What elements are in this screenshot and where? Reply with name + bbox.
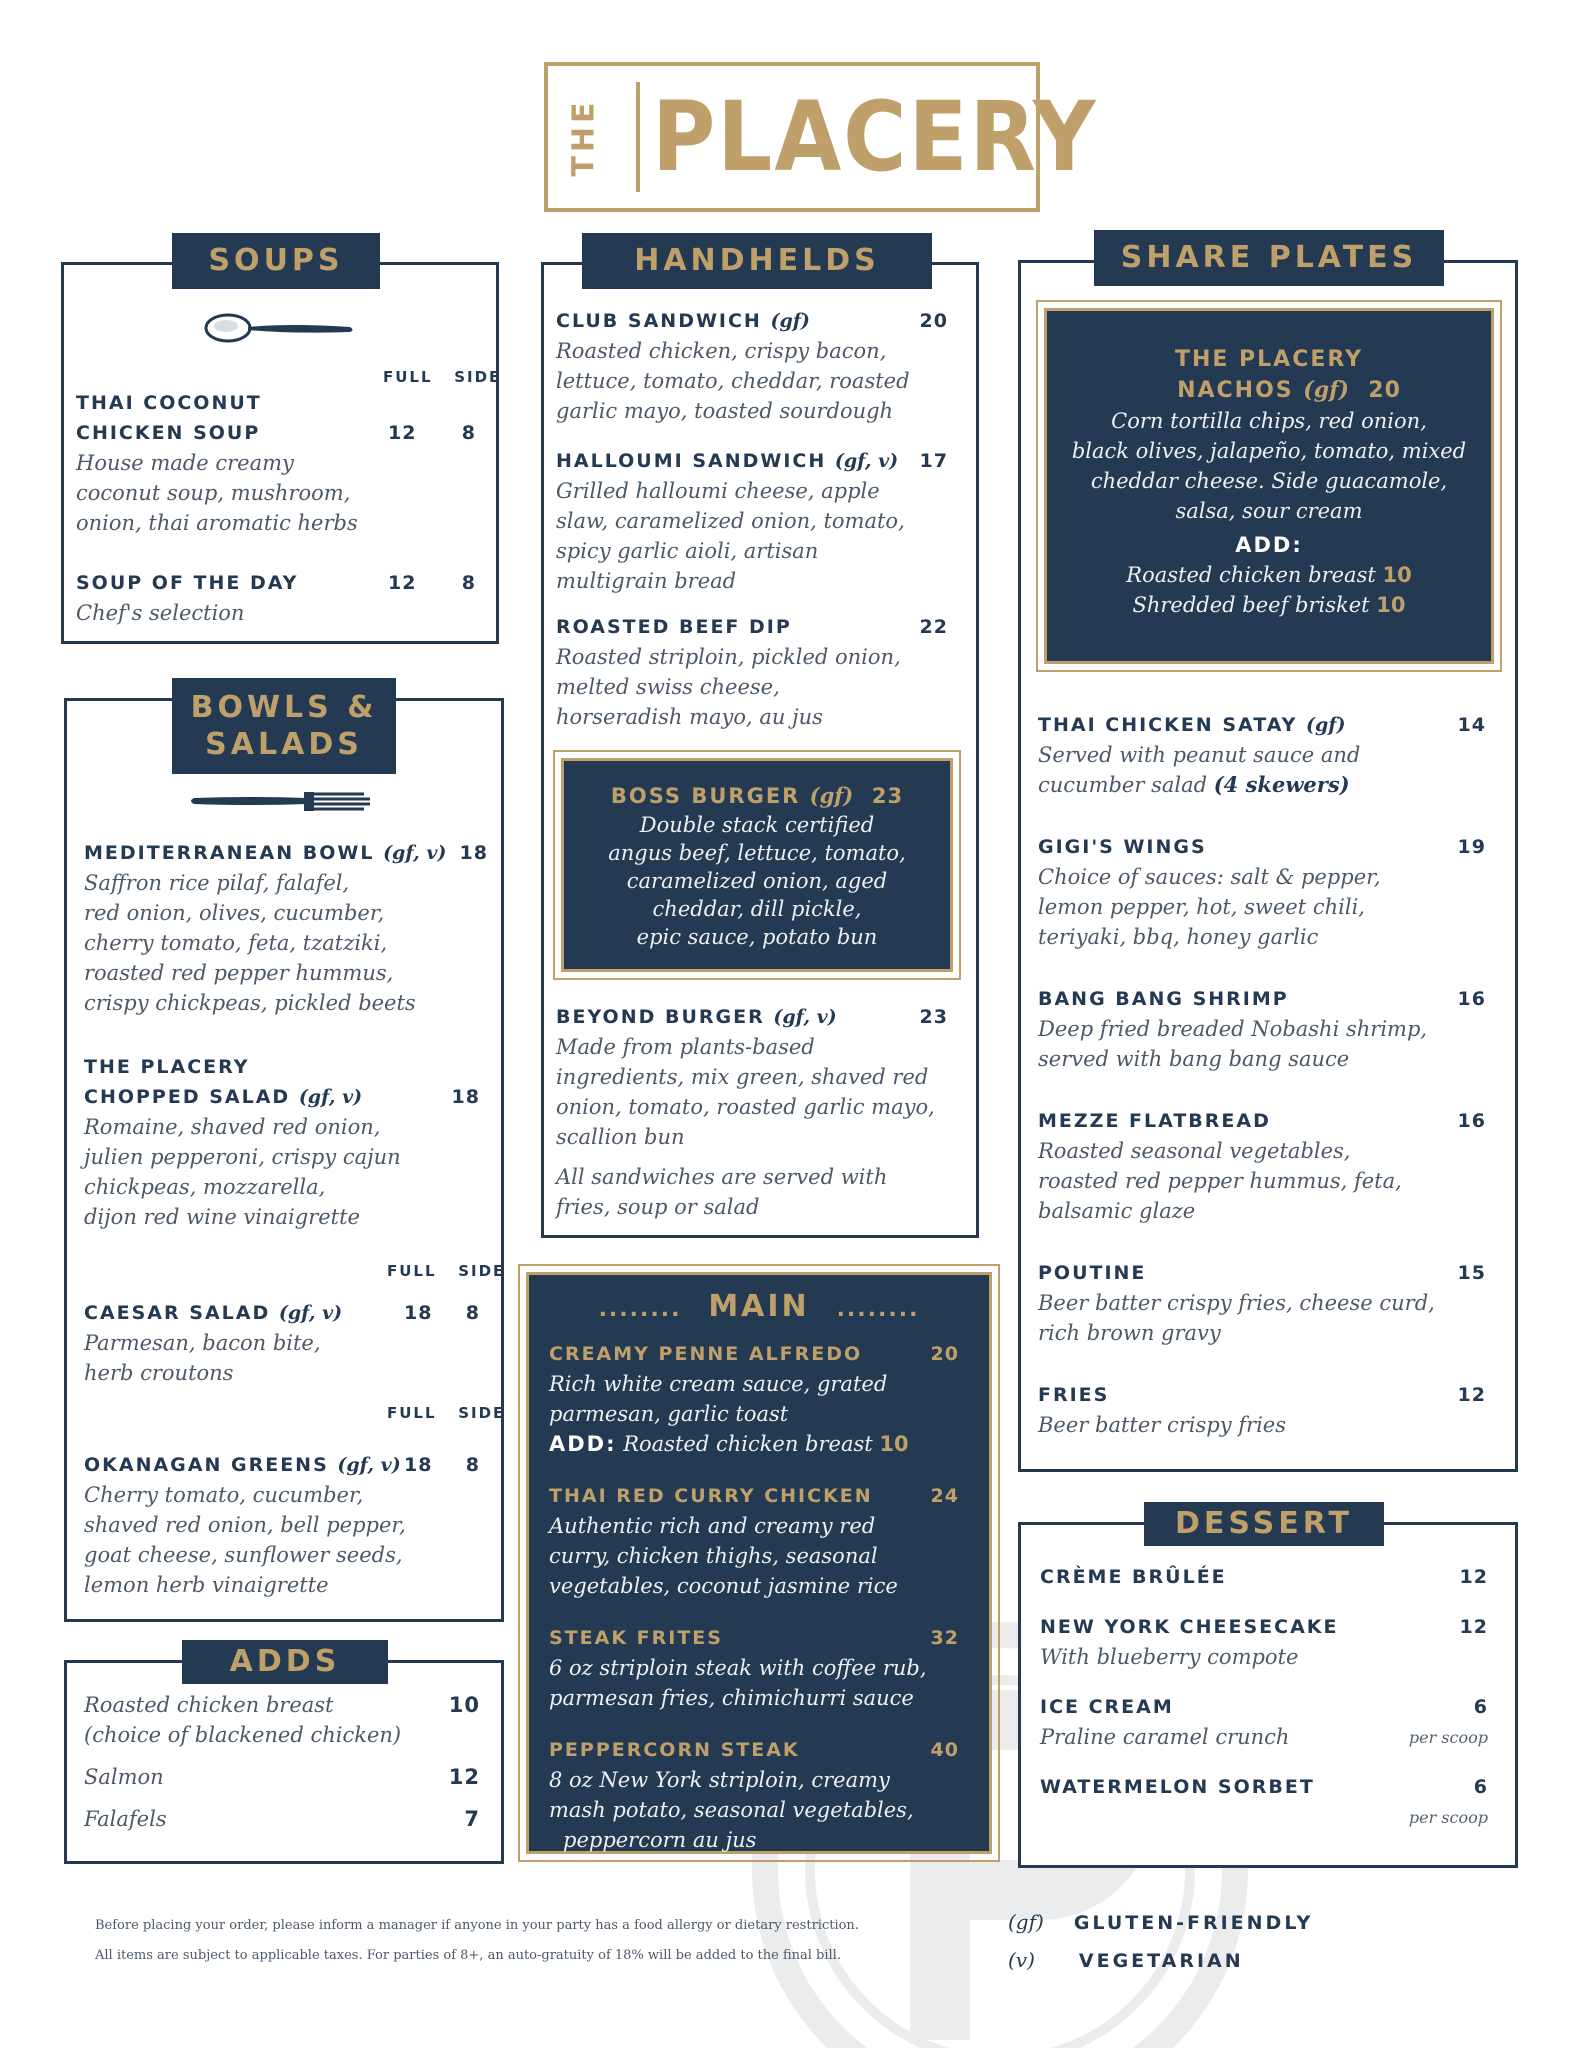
item-description: Deep fried breaded Nobashi shrimp,: [1038, 1017, 1428, 1041]
item-description: House made creamy: [76, 451, 294, 475]
item-name: HALLOUMI SANDWICH: [556, 450, 827, 472]
item-description: multigrain bread: [556, 569, 737, 593]
item-price: 17: [919, 450, 948, 472]
item-price: 23: [871, 784, 904, 808]
spoon-icon: [200, 308, 360, 348]
item-price: 23: [919, 1006, 948, 1028]
item-description: Chef's selection: [76, 601, 245, 625]
diet-tag: (gf, v): [278, 1302, 343, 1324]
share-plates-title: SHARE PLATES: [1094, 230, 1444, 286]
item-description: red onion, olives, cucumber,: [84, 901, 385, 925]
item-name: BOSS BURGER: [610, 784, 801, 808]
item-description: Romaine, shaved red onion,: [84, 1115, 381, 1139]
add-item-name: Falafels: [84, 1807, 167, 1831]
item-name: GIGI'S WINGS: [1038, 836, 1207, 858]
menu-item: [84, 1450, 480, 1600]
menu-item: [84, 838, 488, 1018]
main-title: [529, 1289, 989, 1324]
title-dots: ........: [836, 1297, 920, 1322]
diet-tag: (gf): [1306, 714, 1346, 736]
item-description: goat cheese, sunflower seeds,: [84, 1543, 403, 1567]
item-price: 24: [930, 1485, 959, 1507]
sandwich-note: All sandwiches are served with: [556, 1165, 888, 1189]
diet-tag: (gf): [809, 783, 854, 808]
item-description: spicy garlic aioli, artisan: [556, 539, 819, 563]
item-description: cheddar cheese. Side guacamole,: [1090, 469, 1448, 493]
add-item: [84, 1690, 480, 1720]
menu-item: [1040, 1612, 1488, 1672]
menu-item: [556, 1002, 948, 1222]
add-item: [84, 1762, 480, 1792]
item-name: ICE CREAM: [1040, 1696, 1174, 1718]
menu-item: [84, 1052, 480, 1232]
price-side: 8: [465, 1302, 480, 1324]
item-price: 20: [1368, 378, 1401, 403]
bowls-salads-title: [172, 678, 396, 774]
bowls-title-line2: SALADS: [205, 727, 363, 762]
item-description: herb croutons: [84, 1361, 234, 1385]
menu-item: [549, 1735, 959, 1855]
item-description: dijon red wine vinaigrette: [84, 1205, 360, 1229]
portion-note: (4 skewers): [1213, 772, 1350, 797]
menu-item: [1038, 1258, 1486, 1348]
bowls-column-headers: [387, 1262, 505, 1280]
price-unit: per scoop: [1408, 1808, 1488, 1827]
add-text: Roasted chicken breast: [623, 1432, 873, 1456]
add-item: [1047, 590, 1491, 620]
price-full: 18: [404, 1454, 433, 1476]
menu-item: [556, 612, 948, 732]
diet-tag: (gf): [1303, 377, 1349, 403]
item-description: 6 oz striploin steak with coffee rub,: [549, 1656, 927, 1680]
soups-title: SOUPS: [172, 233, 380, 289]
item-description: roasted red pepper hummus,: [84, 961, 394, 985]
item-name: THAI RED CURRY CHICKEN: [549, 1485, 873, 1507]
item-name: ROASTED BEEF DIP: [556, 616, 792, 638]
menu-item: [1040, 1692, 1488, 1752]
item-name: STEAK FRITES: [549, 1627, 723, 1649]
logo-the-text: THE: [566, 97, 602, 177]
item-price: 12: [1459, 1616, 1488, 1638]
price-side: 8: [461, 422, 476, 444]
legend-key: (gf): [1008, 1910, 1044, 1934]
add-item-name: Salmon: [84, 1765, 164, 1789]
item-description: vegetables, coconut jasmine rice: [549, 1574, 898, 1598]
item-name: CLUB SANDWICH: [556, 310, 762, 332]
add-item-price: 10: [448, 1693, 480, 1717]
soups-column-headers: [383, 368, 501, 386]
add-item: [1047, 560, 1491, 590]
item-price: 40: [930, 1739, 959, 1761]
item-description: garlic mayo, toasted sourdough: [556, 399, 894, 423]
item-name: FRIES: [1038, 1384, 1110, 1406]
price-full: 12: [388, 572, 417, 594]
item-description: rich brown gravy: [1038, 1321, 1221, 1345]
item-name: SOUP OF THE DAY: [76, 572, 299, 594]
add-item-price: 7: [464, 1807, 480, 1831]
item-description: Served with peanut sauce and: [1038, 743, 1361, 767]
price-full: 18: [404, 1302, 433, 1324]
item-description: Grilled halloumi cheese, apple: [556, 479, 880, 503]
diet-tag: (gf, v): [383, 842, 447, 864]
add-item: [84, 1804, 480, 1834]
item-description: lemon herb vinaigrette: [84, 1573, 329, 1597]
menu-item: [1038, 984, 1486, 1074]
diet-tag: (gf, v): [834, 450, 899, 472]
add-item-name: Roasted chicken breast: [84, 1693, 334, 1717]
logo-divider: [636, 82, 640, 192]
item-description: Beer batter crispy fries: [1038, 1413, 1286, 1437]
add-text: Roasted chicken breast: [1126, 563, 1376, 587]
menu-item: [76, 568, 476, 628]
diet-tag: (gf): [770, 310, 810, 332]
item-price: 20: [930, 1343, 959, 1365]
menu-item: [1038, 1380, 1486, 1440]
item-description: cucumber salad: [1038, 773, 1208, 797]
item-description: teriyaki, bbq, honey garlic: [1038, 925, 1319, 949]
item-description: parmesan fries, chimichurri sauce: [549, 1686, 914, 1710]
nachos-feature: [1044, 308, 1494, 664]
menu-item: [1040, 1562, 1488, 1592]
item-description: onion, tomato, roasted garlic mayo,: [556, 1095, 935, 1119]
item-price: 16: [1457, 988, 1486, 1010]
item-description: Praline caramel crunch: [1040, 1725, 1290, 1749]
item-price: 22: [919, 616, 948, 638]
item-description: cherry tomato, feta, tzatziki,: [84, 931, 388, 955]
item-description: curry, chicken thighs, seasonal: [549, 1544, 878, 1568]
allergy-notice: Before placing your order, please inform a manager if anyone in your party has a food allergy or dietary restriction.: [95, 1918, 859, 1933]
legend-gluten: [1008, 1910, 1313, 1934]
item-description: Corn tortilla chips, red onion,: [1111, 409, 1427, 433]
item-name: THE PLACERY: [1174, 347, 1364, 372]
item-name: WATERMELON SORBET: [1040, 1776, 1315, 1798]
legend-key: (v): [1008, 1948, 1035, 1972]
col-full: FULL: [387, 1262, 437, 1280]
item-description: Choice of sauces: salt & pepper,: [1038, 865, 1381, 889]
item-name: POUTINE: [1038, 1262, 1147, 1284]
item-description: Authentic rich and creamy red: [549, 1514, 876, 1538]
item-name: NEW YORK CHEESECAKE: [1040, 1616, 1339, 1638]
item-description: With blueberry compote: [1040, 1645, 1299, 1669]
item-description: onion, thai aromatic herbs: [76, 511, 358, 535]
col-side: SIDE: [458, 1404, 506, 1422]
dessert-title: DESSERT: [1144, 1502, 1384, 1546]
item-description-line: [1038, 770, 1486, 800]
item-description: mash potato, seasonal vegetables,: [549, 1798, 914, 1822]
item-description: slaw, caramelized onion, tomato,: [556, 509, 905, 533]
item-name: PEPPERCORN STEAK: [549, 1739, 800, 1761]
item-description: ingredients, mix green, shaved red: [556, 1065, 929, 1089]
item-description: black olives, jalapeño, tomato, mixed: [1071, 439, 1467, 463]
item-name: NACHOS: [1177, 378, 1294, 403]
item-name: BEYOND BURGER: [556, 1006, 765, 1028]
diet-tag: (gf, v): [337, 1454, 401, 1476]
restaurant-logo: [544, 62, 1098, 212]
item-description: Saffron rice pilaf, falafel,: [84, 871, 350, 895]
item-description: chickpeas, mozzarella,: [84, 1175, 326, 1199]
item-price: 20: [919, 310, 948, 332]
menu-item: [556, 306, 948, 426]
menu-item: [84, 1298, 480, 1388]
menu-item: [549, 1623, 959, 1713]
item-price: 15: [1457, 1262, 1486, 1284]
diet-tag: (gf, v): [298, 1086, 363, 1108]
item-name: OKANAGAN GREENS: [84, 1454, 329, 1476]
item-price: 6: [1473, 1696, 1488, 1718]
item-price: 16: [1457, 1110, 1486, 1132]
item-description: epic sauce, potato bun: [636, 925, 878, 949]
item-name: CHICKEN SOUP: [76, 422, 261, 444]
item-description: parmesan, garlic toast: [549, 1402, 789, 1426]
item-description: Made from plants-based: [556, 1035, 815, 1059]
item-price: 12: [1459, 1566, 1488, 1588]
menu-item: [1040, 1772, 1488, 1832]
boss-burger-feature: [561, 758, 953, 972]
col-full: FULL: [387, 1404, 437, 1422]
price-unit: per scoop: [1408, 1728, 1488, 1747]
item-description: horseradish mayo, au jus: [556, 705, 823, 729]
col-side: SIDE: [458, 1262, 506, 1280]
diet-tag: (gf, v): [773, 1006, 837, 1028]
item-name: CHOPPED SALAD: [84, 1086, 291, 1108]
menu-item: [1038, 832, 1486, 952]
price-full: 12: [388, 422, 417, 444]
item-description: Roasted seasonal vegetables,: [1038, 1139, 1351, 1163]
item-name: CAESAR SALAD: [84, 1302, 271, 1324]
item-description: lettuce, tomato, cheddar, roasted: [556, 369, 910, 393]
col-side: SIDE: [454, 368, 502, 386]
item-price: 12: [1457, 1384, 1486, 1406]
item-description: balsamic glaze: [1038, 1199, 1196, 1223]
item-price: 18: [459, 842, 488, 864]
menu-item: [549, 1481, 959, 1601]
menu-item: [556, 446, 948, 596]
item-description: shaved red onion, bell pepper,: [84, 1513, 406, 1537]
price-side: 8: [461, 572, 476, 594]
bowls-column-headers-2: [387, 1404, 505, 1422]
item-description: Beer batter crispy fries, cheese curd,: [1038, 1291, 1435, 1315]
item-description: melted swiss cheese,: [556, 675, 780, 699]
legend-vegetarian: [1008, 1948, 1244, 1972]
main-section: [526, 1272, 992, 1854]
item-price: 32: [930, 1627, 959, 1649]
item-price: 18: [451, 1086, 480, 1108]
handhelds-title: HANDHELDS: [582, 233, 932, 289]
main-title-text: MAIN: [708, 1289, 810, 1324]
item-description: peppercorn au jus: [563, 1828, 757, 1852]
item-description: Parmesan, bacon bite,: [84, 1331, 321, 1355]
item-name: CREAMY PENNE ALFREDO: [549, 1343, 863, 1365]
add-item-price: 12: [448, 1765, 480, 1789]
legend-label: VEGETARIAN: [1078, 1950, 1244, 1972]
item-description: roasted red pepper hummus, feta,: [1038, 1169, 1402, 1193]
item-description: Double stack certified: [639, 813, 875, 837]
legend-label: GLUTEN-FRIENDLY: [1073, 1912, 1314, 1934]
add-price: 10: [879, 1432, 909, 1456]
add-text: Shredded beef brisket: [1132, 593, 1370, 617]
col-full: FULL: [383, 368, 433, 386]
logo-name-text: PLACERY: [652, 81, 1098, 193]
add-label: ADD:: [1235, 533, 1303, 557]
item-name: BANG BANG SHRIMP: [1038, 988, 1289, 1010]
item-description: julien pepperoni, crispy cajun: [84, 1145, 401, 1169]
item-description: salsa, sour cream: [1175, 499, 1363, 523]
menu-item: [549, 1339, 959, 1459]
item-name: MEZZE FLATBREAD: [1038, 1110, 1271, 1132]
item-name: THE PLACERY: [84, 1056, 250, 1078]
add-label: ADD:: [549, 1432, 617, 1456]
item-description: Rich white cream sauce, grated: [549, 1372, 888, 1396]
item-description: served with bang bang sauce: [1038, 1047, 1350, 1071]
item-description: coconut soup, mushroom,: [76, 481, 351, 505]
item-description: angus beef, lettuce, tomato,: [608, 841, 906, 865]
item-name: CRÈME BRÛLÉE: [1040, 1566, 1227, 1588]
item-name: MEDITERRANEAN BOWL: [84, 842, 375, 864]
item-name: THAI COCONUT: [76, 392, 262, 414]
add-price: 10: [1376, 593, 1406, 617]
bowls-title-line1: BOWLS &: [190, 689, 378, 725]
adds-title: ADDS: [182, 1640, 388, 1684]
item-description: 8 oz New York striploin, creamy: [549, 1768, 890, 1792]
item-description: Cherry tomato, cucumber,: [84, 1483, 364, 1507]
item-price: 6: [1473, 1776, 1488, 1798]
add-item-note: (choice of blackened chicken): [84, 1723, 402, 1747]
item-description: lemon pepper, hot, sweet chili,: [1038, 895, 1365, 919]
item-description: scallion bun: [556, 1125, 685, 1149]
title-dots: ........: [598, 1297, 682, 1322]
fork-icon: [188, 786, 372, 816]
menu-item: [1038, 710, 1486, 800]
item-description: Roasted chicken, crispy bacon,: [556, 339, 887, 363]
adds-list: [84, 1690, 480, 1834]
item-description: crispy chickpeas, pickled beets: [84, 991, 416, 1015]
sandwich-note: fries, soup or salad: [556, 1195, 760, 1219]
item-description: cheddar, dill pickle,: [652, 897, 862, 921]
item-name: THAI CHICKEN SATAY: [1038, 714, 1298, 736]
menu-item: [76, 388, 476, 538]
item-price: 14: [1457, 714, 1486, 736]
item-description: caramelized onion, aged: [626, 869, 888, 893]
price-side: 8: [465, 1454, 480, 1476]
menu-item: [1038, 1106, 1486, 1226]
tax-notice: All items are subject to applicable taxes. For parties of 8+, an auto-gratuity of 18% will be added to the final bill.: [95, 1948, 841, 1963]
item-price: 19: [1457, 836, 1486, 858]
item-description: Roasted striploin, pickled onion,: [556, 645, 901, 669]
item-add-line: [549, 1429, 959, 1459]
add-price: 10: [1382, 563, 1412, 587]
